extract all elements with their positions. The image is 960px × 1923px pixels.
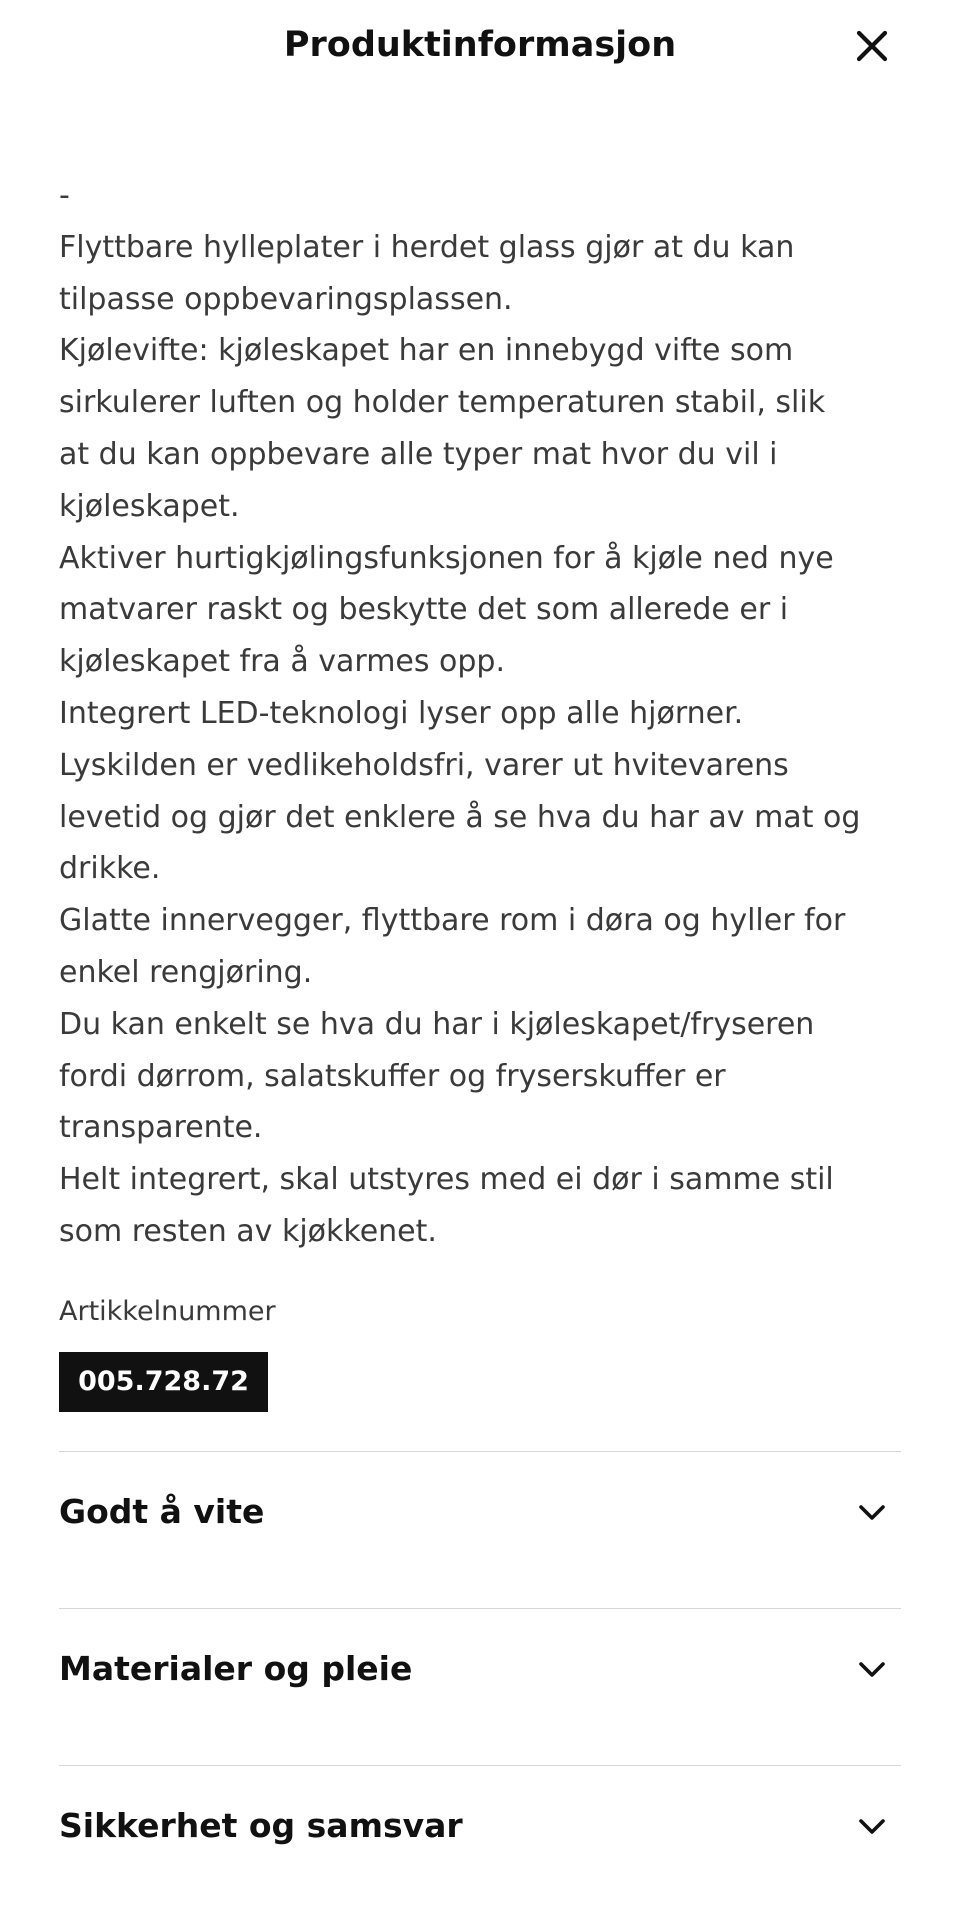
close-button[interactable] (848, 22, 896, 70)
description-line: som resten av kjøkkenet. (59, 1213, 437, 1249)
description-line: Helt integrert, skal utstyres med ei dør i samme stil (59, 1162, 834, 1198)
description-line: levetid og gjør det enklere å se hva du har av mat og (59, 799, 861, 835)
description-line: Kjølevifte: kjøleskapet har en innebygd vifte som (59, 333, 794, 369)
description-line: tilpasse oppbevaringsplassen. (59, 281, 513, 317)
description-line: sirkulerer luften og holder temperaturen stabil, slik (59, 385, 826, 421)
description-line: - (59, 178, 70, 213)
accordion-label: Godt å vite (59, 1492, 265, 1531)
description-line: Du kan enkelt se hva du har i kjøleskapet/fryseren (59, 1006, 815, 1042)
description-line: fordi dørrom, salatskuffer og fryserskuffer er (59, 1058, 726, 1094)
description-line: transparente. (59, 1110, 263, 1146)
article-number-label: Artikkelnummer (59, 1296, 276, 1327)
chevron-down-icon (855, 1810, 889, 1844)
description-line: drikke. (59, 851, 161, 887)
description-line: Integrert LED-teknologi lyser opp alle hjørner. (59, 695, 744, 731)
article-number-badge: 005.728.72 (59, 1352, 268, 1412)
description-line: enkel rengjøring. (59, 954, 313, 990)
accordion-label: Materialer og pleie (59, 1649, 413, 1688)
description-line: Lyskilden er vedlikeholdsfri, varer ut hvitevarens (59, 747, 789, 783)
accordion-good-to-know[interactable] (59, 1451, 901, 1609)
description-line: matvarer raskt og beskytte det som allerede er i (59, 592, 789, 628)
description-line: kjøleskapet. (59, 488, 240, 524)
chevron-down-icon (855, 1496, 889, 1530)
accordion-label: Sikkerhet og samsvar (59, 1806, 463, 1845)
accordion-materials-care[interactable] (59, 1608, 901, 1766)
chevron-down-icon (855, 1653, 889, 1687)
page-title: Produktinformasjon (283, 25, 677, 65)
description-line: kjøleskapet fra å varmes opp. (59, 644, 506, 680)
description-line: Glatte innervegger, flyttbare rom i døra og hyller for (59, 903, 846, 939)
description-line: at du kan oppbevare alle typer mat hvor du vil i (59, 436, 778, 472)
product-description (59, 170, 909, 1258)
description-line: Flyttbare hylleplater i herdet glass gjør at du kan (59, 229, 795, 265)
modal-header (0, 0, 960, 96)
close-icon (848, 22, 896, 70)
description-line: Aktiver hurtigkjølingsfunksjonen for å kjøle ned nye (59, 540, 834, 576)
accordion-safety-compliance[interactable] (59, 1765, 901, 1923)
